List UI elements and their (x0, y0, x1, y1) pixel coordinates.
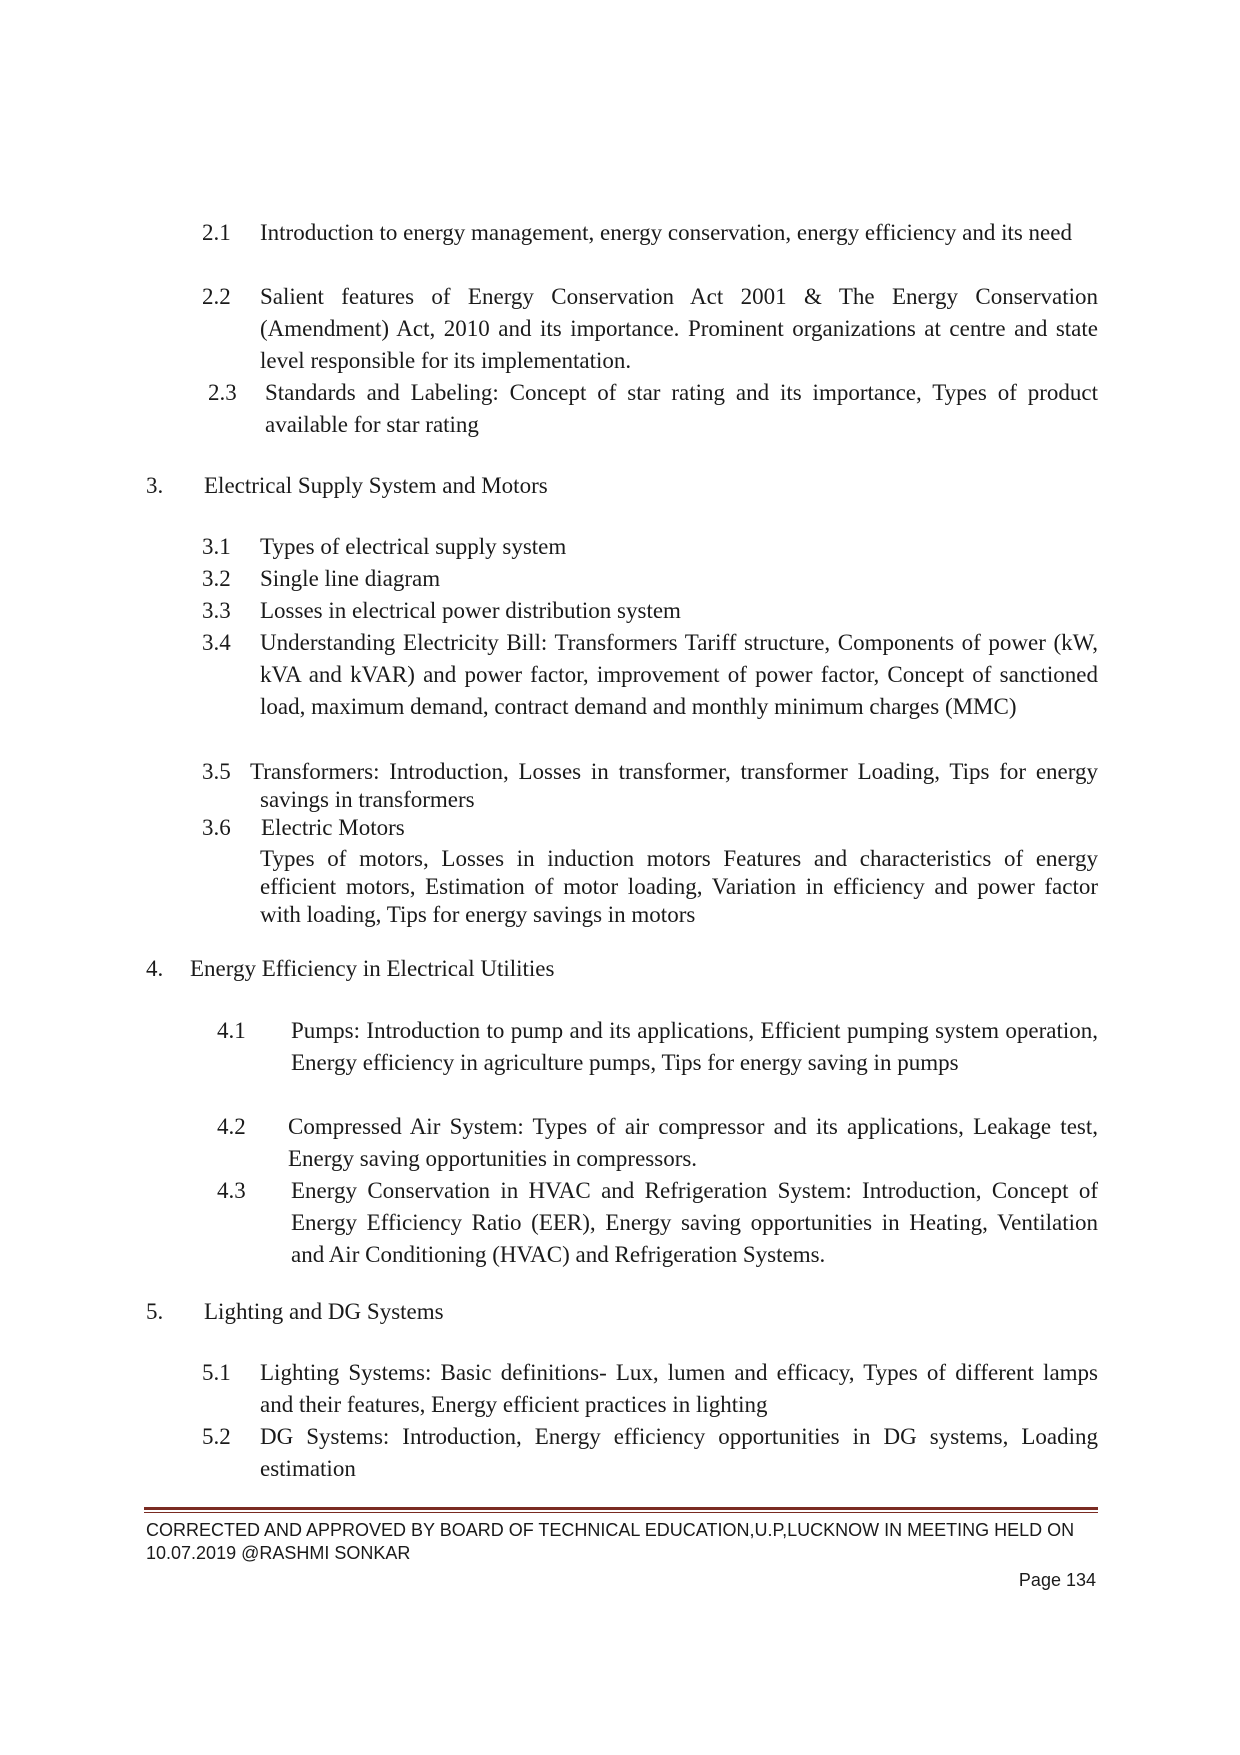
item-number: 5.1 (202, 1360, 231, 1385)
list-item (202, 627, 1098, 723)
list-item (202, 531, 1098, 563)
item-text: Introduction to energy management, energy conservation, energy efficiency and its need (260, 220, 1072, 245)
item-text: Types of electrical supply system (260, 534, 567, 559)
section-number: 4. (146, 956, 164, 981)
list-item-body (260, 845, 1098, 929)
list-item (202, 563, 1098, 595)
item-text: Energy Conservation in HVAC and Refrigeration System: Introduction, Concept of Energy Efficiency Ratio (EER), Energy saving opportunities in Heating, Ventilation and Air Conditioning (HVAC) and Refrigeration Systems. (291, 1178, 1098, 1267)
list-item (202, 217, 1098, 249)
item-number: 3.5 (202, 759, 231, 784)
section-title: Lighting and DG Systems (204, 1299, 444, 1324)
item-text: Standards and Labeling: Concept of star rating and its importance, Types of product available for star rating (265, 380, 1098, 437)
item-number: 4.3 (217, 1178, 246, 1203)
item-text: Understanding Electricity Bill: Transformers Tariff structure, Components of power (kW, kVA and kVAR) and power factor, improvement of power factor, Concept of sanctioned load, maximum demand, contract demand and monthly minimum charges (MMC) (260, 630, 1098, 719)
item-text: Pumps: Introduction to pump and its applications, Efficient pumping system operation, Energy efficiency in agriculture pumps, Tips for energy saving in pumps (291, 1018, 1098, 1075)
item-number: 3.6 (202, 815, 231, 840)
item-text: Single line diagram (260, 566, 441, 591)
item-number: 3.1 (202, 534, 231, 559)
item-text: Lighting Systems: Basic definitions- Lux, lumen and efficacy, Types of different lamps and their features, Energy efficient practices in lighting (260, 1360, 1098, 1417)
section-number: 3. (146, 473, 164, 498)
list-item (202, 758, 1098, 814)
item-number: 3.2 (202, 566, 231, 591)
item-text: DG Systems: Introduction, Energy efficiency opportunities in DG systems, Loading estimation (260, 1424, 1098, 1481)
list-item (202, 1357, 1098, 1421)
item-number: 5.2 (202, 1424, 231, 1449)
list-item (202, 595, 1098, 627)
item-text: Salient features of Energy Conservation Act 2001 & The Energy Conservation (Amendment) Act, 2010 and its importance. Prominent organizations at centre and state level responsible for its implementation. (260, 284, 1098, 373)
item-number: 2.1 (202, 220, 231, 245)
item-number: 3.4 (202, 630, 231, 655)
list-item (202, 281, 1098, 377)
item-text: Compressed Air System: Types of air compressor and its applications, Leakage test, Energy saving opportunities in compressors. (288, 1114, 1098, 1171)
item-number: 4.2 (217, 1114, 246, 1139)
footer-line-2: 10.07.2019 @RASHMI SONKAR (146, 1543, 411, 1563)
list-item (217, 1015, 1098, 1079)
section-number: 5. (146, 1299, 164, 1324)
footer-rule-thin (144, 1512, 1098, 1513)
list-item (217, 1111, 1098, 1175)
footer-rule (144, 1507, 1098, 1510)
section-title: Energy Efficiency in Electrical Utilities (190, 956, 555, 981)
list-item (202, 812, 1098, 844)
item-number: 3.3 (202, 598, 231, 623)
item-number: 4.1 (217, 1018, 246, 1043)
list-item (217, 1175, 1098, 1271)
item-text: Types of motors, Losses in induction motors Features and characteristics of energy efficient motors, Estimation of motor loading, Variation in efficiency and power factor with loading, Tips for energy savings in motors (260, 846, 1098, 927)
footer-line-1: CORRECTED AND APPROVED BY BOARD OF TECHNICAL EDUCATION,U.P,LUCKNOW IN MEETING HELD ON (146, 1520, 1075, 1540)
item-text: Electric Motors (261, 815, 405, 840)
page-number: Page 134 (1018, 1570, 1096, 1590)
section-title: Electrical Supply System and Motors (204, 473, 548, 498)
item-text: Transformers: Introduction, Losses in transformer, transformer Loading, Tips for energy savings in transformers (250, 759, 1098, 812)
footer-text (146, 1519, 1096, 1565)
item-number: 2.3 (208, 380, 237, 405)
item-number: 2.2 (202, 284, 231, 309)
item-text: Losses in electrical power distribution system (260, 598, 681, 623)
list-item (208, 377, 1098, 441)
list-item (202, 1421, 1098, 1485)
